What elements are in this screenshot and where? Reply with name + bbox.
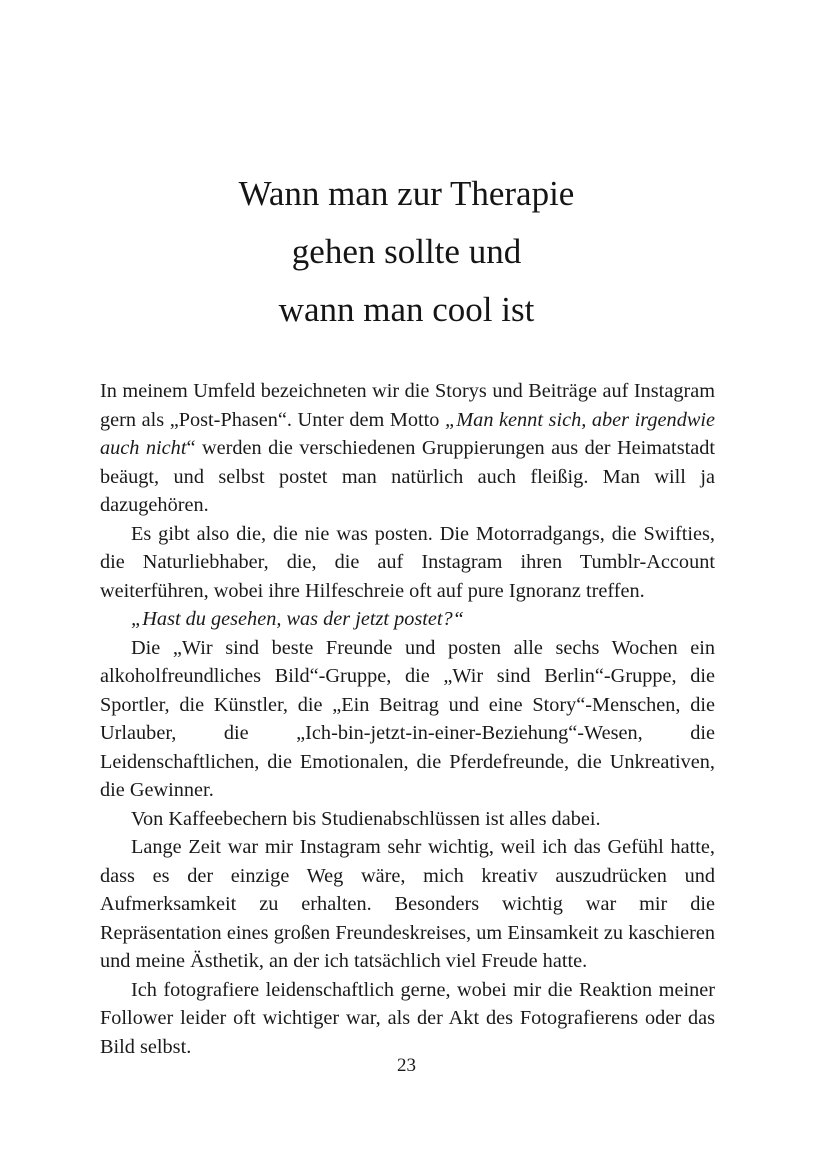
body-text: [100, 377, 715, 1061]
paragraph-group-list: Die „Wir sind beste Freunde und posten alle sechs Wochen ein alkoholfreundliches Bild“-Gruppe, die „Wir sind Berlin“-Gruppe, die Sportler, die Künstler, die „Ein Beitrag und eine Story“-Menschen, die Urlauber, die „Ich-bin-jetzt-in-einer-Beziehung“-Wesen, die Leidenschaftlichen, die Emotionalen, die Pferdefreunde, die Unkreativen, die Gewinner.: [100, 636, 715, 801]
chapter-title-line: gehen sollte und: [291, 232, 522, 271]
motto-quote: „Man kennt sich, aber irgendwie auch nicht: [100, 408, 715, 459]
chapter-title-line: wann man cool ist: [278, 290, 535, 329]
paragraph-instagram-importance: Lange Zeit war mir Instagram sehr wichtig, weil ich das Gefühl hatte, dass es der einzige Weg wäre, mich kreativ auszudrücken und Aufmerksamkeit zu erhalten. Besonders wichtig war mir die Repräsentation eines großen Freundeskreises, um Einsamkeit zu kaschieren und meine Ästhetik, an der ich tatsächlich viel Freude hatte.: [100, 836, 715, 972]
chapter-title-line: Wann man zur Therapie: [238, 174, 575, 213]
page-number: 23: [397, 1055, 416, 1076]
paragraph-photography: Ich fotografiere leidenschaftlich gerne, wobei mir die Reaktion meiner Follower leider oft wichtiger war, als der Akt des Fotografierens oder das Bild selbst.: [100, 978, 715, 1058]
paragraph-intro-text: In meinem Umfeld bezeichneten wir die Storys und Beiträge auf Instagram gern als „Post-Phasen“. Unter dem Motto: [100, 380, 715, 431]
dialogue-quote: „Hast du gesehen, was der jetzt postet?“: [131, 608, 464, 630]
paragraph-groups: Es gibt also die, die nie was posten. Die Motorradgangs, die Swifties, die Naturliebhaber, die, die auf Instagram ihren Tumblr-Account weiterführen, wobei ihre Hilfeschreie oft auf pure Ignoranz treffen.: [100, 522, 715, 602]
paragraph-quote: [100, 605, 715, 634]
chapter-title: [0, 165, 813, 339]
paragraph-post-phasen: [100, 377, 715, 520]
paragraph-coffee-cups: Von Kaffeebechern bis Studienabschlüssen ist alles dabei.: [131, 807, 601, 830]
paragraph-rest-text: “ werden die verschiedenen Gruppierungen aus der Heimatstadt beäugt, und selbst postet man natürlich auch fleißig. Man will ja dazugehören.: [100, 437, 715, 516]
